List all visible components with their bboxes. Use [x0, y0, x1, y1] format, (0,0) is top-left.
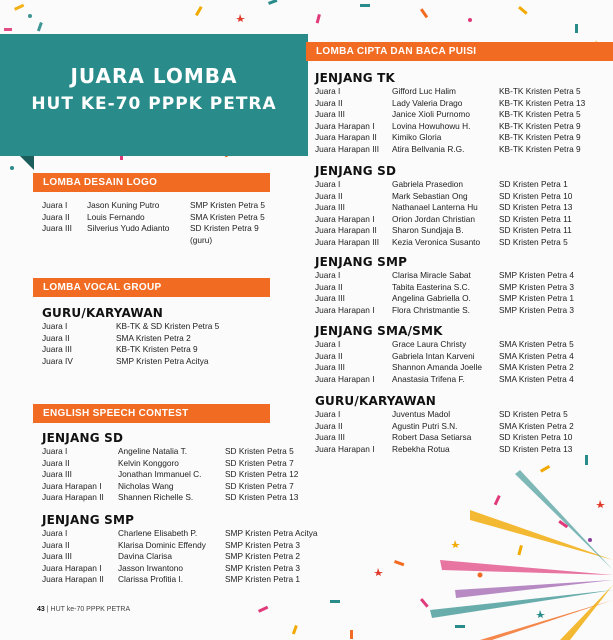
table-row: [42, 481, 325, 493]
section-title-desain-logo: LOMBA DESAIN LOGO: [43, 177, 158, 188]
rank-cell: Juara III: [42, 223, 72, 234]
rank-cell: Juara I: [42, 446, 68, 456]
rank-cell: Juara Harapan I: [315, 443, 375, 454]
section-title-puisi: LOMBA CIPTA DAN BACA PUISI: [316, 46, 477, 57]
school-cell: SD Kristen Petra 1: [499, 179, 568, 189]
name-cell: KB-TK Kristen Petra 9: [116, 344, 198, 355]
rank-cell: Juara I: [42, 528, 68, 538]
table-row: [42, 469, 325, 481]
rank-cell: Juara Harapan II: [42, 574, 104, 585]
school-cell: SD Kristen Petra 5: [499, 236, 568, 247]
rank-cell: [42, 235, 87, 247]
school-cell: SD Kristen Petra 7: [225, 457, 294, 468]
table-puisi-guru: [315, 409, 604, 455]
name-cell: Nicholas Wang: [118, 480, 174, 491]
rank-cell: Juara I: [315, 270, 341, 280]
name-cell: Agustin Putri S.N.: [392, 420, 458, 431]
table-row: [42, 563, 331, 575]
section-title-speech: ENGLISH SPEECH CONTEST: [43, 408, 189, 419]
heading-puisi-guru: GURU/KARYAWAN: [315, 394, 437, 408]
name-cell: Tabita Easterina S.C.: [392, 281, 470, 292]
school-cell: SMP Kristen Petra 5: [190, 200, 266, 210]
school-cell: SD Kristen Petra 11: [499, 225, 572, 236]
rank-cell: Juara Harapan I: [42, 562, 102, 573]
table-puisi-sma: [315, 339, 604, 385]
rank-cell: Juara III: [42, 469, 72, 480]
name-cell: Rebekha Rotua: [392, 443, 450, 454]
school-cell: SMA Kristen Petra 2: [499, 362, 574, 373]
table-row: [315, 339, 604, 351]
table-puisi-sd: [315, 179, 604, 249]
table-row: [42, 551, 331, 563]
school-cell: SD Kristen Petra 13: [499, 202, 573, 213]
confetti-bottom-left: [258, 600, 353, 639]
name-cell: Lady Valeria Drago: [392, 97, 463, 108]
table-row: [315, 179, 604, 191]
rank-cell: Juara II: [42, 539, 70, 550]
school-cell: SD Kristen Petra 7: [225, 480, 294, 491]
rank-cell: Juara Harapan II: [315, 225, 377, 236]
rank-cell: Juara Harapan III: [315, 143, 380, 154]
table-row: [315, 351, 604, 363]
name-cell: Angeline Natalia T.: [118, 446, 188, 456]
name-cell: SMP Kristen Petra Acitya: [116, 355, 209, 366]
name-cell: KB-TK & SD Kristen Petra 5: [116, 321, 220, 331]
school-cell: SD Kristen Petra 9: [190, 223, 259, 234]
school-cell: SMP Kristen Petra 3: [225, 562, 301, 573]
name-cell: Anastasia Trifena F.: [392, 373, 465, 384]
name-cell: Gabriela Intan Karveni: [392, 350, 475, 361]
table-row: [42, 200, 280, 212]
table-vocal-group: [42, 321, 266, 367]
school-cell: SMP Kristen Petra Acitya: [225, 528, 318, 538]
name-cell: Nathanael Lanterna Hu: [392, 202, 478, 213]
table-desain-logo: [42, 200, 280, 246]
table-row: [42, 321, 266, 333]
school-cell: KB-TK Kristen Petra 9: [499, 132, 581, 143]
table-puisi-tk: [315, 86, 604, 156]
name-cell: Juventus Madol: [392, 409, 451, 419]
rank-cell: Juara III: [315, 202, 345, 213]
heading-puisi-sd: JENJANG SD: [315, 164, 397, 178]
table-row: [42, 458, 325, 470]
name-cell: Klarisa Dominic Effendy: [118, 539, 206, 550]
rank-cell: Juara II: [42, 211, 70, 222]
school-cell: SD Kristen Petra 11: [499, 213, 572, 224]
name-cell: Flora Christmantie S.: [392, 304, 470, 315]
table-row: [315, 270, 604, 282]
rank-cell: Juara Harapan I: [315, 304, 375, 315]
banner-title-line1: JUARA LOMBA: [70, 64, 238, 88]
name-cell: Kezia Veronica Susanto: [392, 236, 481, 247]
table-row: [315, 121, 604, 133]
rank-cell: Juara II: [315, 281, 343, 292]
name-cell: Shannen Richelle S.: [118, 492, 194, 503]
school-cell: SMP Kristen Petra 3: [499, 304, 575, 315]
banner-title-line2: HUT KE-70 PPPK PETRA: [31, 94, 277, 114]
name-cell: Kelvin Konggoro: [118, 457, 179, 468]
rank-cell: Juara II: [315, 97, 343, 108]
table-row: [315, 86, 604, 98]
section-title-vocal-group: LOMBA VOCAL GROUP: [43, 282, 162, 293]
name-cell: Janice Xioli Purnomo: [392, 109, 470, 120]
table-row: [42, 333, 266, 345]
table-row: [315, 432, 604, 444]
table-speech-sd: [42, 446, 325, 504]
table-row: [42, 235, 280, 247]
rank-cell: Juara II: [315, 190, 343, 201]
table-row: [315, 132, 604, 144]
name-cell: Jasson Irwantono: [118, 562, 184, 573]
rank-cell: Juara III: [42, 551, 72, 562]
page-footer: [37, 606, 130, 613]
school-cell: SMP Kristen Petra 3: [499, 281, 575, 292]
rank-cell: Juara III: [315, 362, 345, 373]
table-row: [315, 282, 604, 294]
name-cell: Clarisa Miracle Sabat: [392, 270, 471, 280]
name-cell: Louis Fernando: [87, 211, 145, 222]
table-puisi-smp: [315, 270, 604, 316]
school-cell: SD Kristen Petra 13: [225, 492, 299, 503]
rank-cell: Juara I: [315, 339, 341, 349]
school-cell: SMP Kristen Petra 1: [499, 293, 575, 304]
table-row: [315, 144, 604, 156]
rank-cell: Juara III: [42, 344, 72, 355]
heading-speech-sd: JENJANG SD: [42, 431, 124, 445]
rank-cell: Juara Harapan I: [42, 480, 102, 491]
table-row: [315, 98, 604, 110]
table-row: [42, 574, 331, 586]
rank-cell: Juara Harapan I: [315, 373, 375, 384]
school-cell: SMA Kristen Petra 2: [499, 420, 574, 431]
rank-cell: Juara II: [315, 350, 343, 361]
heading-puisi-sma: JENJANG SMA/SMK: [315, 324, 443, 338]
confetti-top-left: [4, 4, 43, 32]
rank-cell: Juara IV: [42, 355, 73, 366]
table-row: [42, 223, 280, 235]
section-bar-vocal-group: [33, 278, 270, 297]
name-cell: Gifford Luc Halim: [392, 86, 456, 96]
table-row: [315, 237, 604, 249]
school-cell: SD Kristen Petra 10: [499, 190, 573, 201]
name-cell: Sharon Sundjaja B.: [392, 225, 464, 236]
name-cell: Lovina Howuhowu H.: [392, 120, 471, 131]
rank-cell: Juara Harapan I: [315, 213, 375, 224]
school-cell: SMA Kristen Petra 5: [499, 339, 574, 349]
table-row: [315, 409, 604, 421]
name-cell: Jonathan Immanuel C.: [118, 469, 202, 480]
confetti-burst-bottom-right: [374, 455, 613, 640]
banner-fold: [20, 156, 34, 170]
rank-cell: Juara II: [315, 420, 343, 431]
table-row: [315, 362, 604, 374]
table-row: [315, 214, 604, 226]
rank-cell: Juara III: [315, 293, 345, 304]
school-cell: SD Kristen Petra 10: [499, 432, 573, 443]
name-cell: Orion Jordan Christian: [392, 213, 476, 224]
rank-cell: Juara Harapan II: [42, 492, 104, 503]
rank-cell: Juara I: [315, 86, 341, 96]
school-cell: SMP Kristen Petra 1: [225, 574, 301, 585]
school-cell: SMP Kristen Petra 2: [225, 551, 301, 562]
section-bar-speech: [33, 404, 270, 423]
table-row: [315, 444, 604, 456]
name-cell: Atira Bellvania R.G.: [392, 143, 465, 154]
school-cell: SD Kristen Petra 5: [225, 446, 294, 456]
rank-cell: Juara I: [42, 321, 68, 331]
rank-cell: Juara I: [42, 200, 68, 210]
school-cell: SD Kristen Petra 12: [225, 469, 299, 480]
rank-cell: Juara III: [315, 432, 345, 443]
school-cell: SMP Kristen Petra 3: [225, 539, 301, 550]
table-row: [315, 374, 604, 386]
rank-cell: Juara Harapan II: [315, 132, 377, 143]
school-cell: SMA Kristen Petra 4: [499, 373, 574, 384]
school-cell: KB-TK Kristen Petra 5: [499, 86, 581, 96]
page-number: 43: [37, 606, 45, 613]
name-cell: Robert Dasa Setiarsa: [392, 432, 472, 443]
heading-puisi-smp: JENJANG SMP: [315, 255, 408, 269]
rank-cell: Juara I: [315, 409, 341, 419]
heading-vocal-guru: GURU/KARYAWAN: [42, 306, 164, 320]
table-row: [42, 540, 331, 552]
table-row: [42, 528, 331, 540]
school-cell: KB-TK Kristen Petra 13: [499, 97, 586, 108]
school-cell: (guru): [190, 234, 213, 245]
table-row: [42, 356, 266, 368]
name-cell: [87, 235, 190, 247]
rank-cell: Juara II: [42, 457, 70, 468]
name-cell: Kimiko Gloria: [392, 132, 442, 143]
table-row: [315, 109, 604, 121]
name-cell: Clarissa Profitia I.: [118, 574, 184, 585]
rank-cell: Juara II: [42, 332, 70, 343]
school-cell: SMP Kristen Petra 4: [499, 270, 575, 280]
section-bar-desain-logo: [33, 173, 270, 192]
footer-text: | HUT ke-70 PPPK PETRA: [46, 606, 131, 613]
table-row: [42, 492, 325, 504]
table-row: [315, 191, 604, 203]
school-cell: KB-TK Kristen Petra 9: [499, 143, 581, 154]
rank-cell: Juara III: [315, 109, 345, 120]
name-cell: Mark Sebastian Ong: [392, 190, 468, 201]
rank-cell: Juara Harapan I: [315, 120, 375, 131]
name-cell: Grace Laura Christy: [392, 339, 467, 349]
name-cell: Angelina Gabriella O.: [392, 293, 471, 304]
school-cell: KB-TK Kristen Petra 5: [499, 109, 581, 120]
name-cell: SMA Kristen Petra 2: [116, 332, 191, 343]
school-cell: SD Kristen Petra 5: [499, 409, 568, 419]
name-cell: Silverius Yudo Adianto: [87, 223, 170, 234]
name-cell: Charlene Elisabeth P.: [118, 528, 198, 538]
heading-puisi-tk: JENJANG TK: [315, 71, 396, 85]
table-row: [42, 344, 266, 356]
school-cell: SMA Kristen Petra 5: [190, 211, 265, 222]
section-bar-puisi: [306, 42, 613, 61]
name-cell: Gabriela Prasedion: [392, 179, 464, 189]
school-cell: SD Kristen Petra 13: [499, 443, 573, 454]
table-row: [315, 305, 604, 317]
table-row: [315, 293, 604, 305]
table-row: [315, 225, 604, 237]
table-row: [42, 212, 280, 224]
table-row: [315, 202, 604, 214]
name-cell: Jason Kuning Putro: [87, 200, 160, 210]
rank-cell: Juara Harapan III: [315, 236, 380, 247]
table-speech-smp: [42, 528, 331, 586]
heading-speech-smp: JENJANG SMP: [42, 513, 135, 527]
rank-cell: Juara I: [315, 179, 341, 189]
name-cell: Shannon Amanda Joelle: [392, 362, 482, 373]
name-cell: Davina Clarisa: [118, 551, 172, 562]
table-row: [42, 446, 325, 458]
school-cell: SMA Kristen Petra 4: [499, 350, 574, 361]
school-cell: KB-TK Kristen Petra 9: [499, 120, 581, 131]
table-row: [315, 421, 604, 433]
